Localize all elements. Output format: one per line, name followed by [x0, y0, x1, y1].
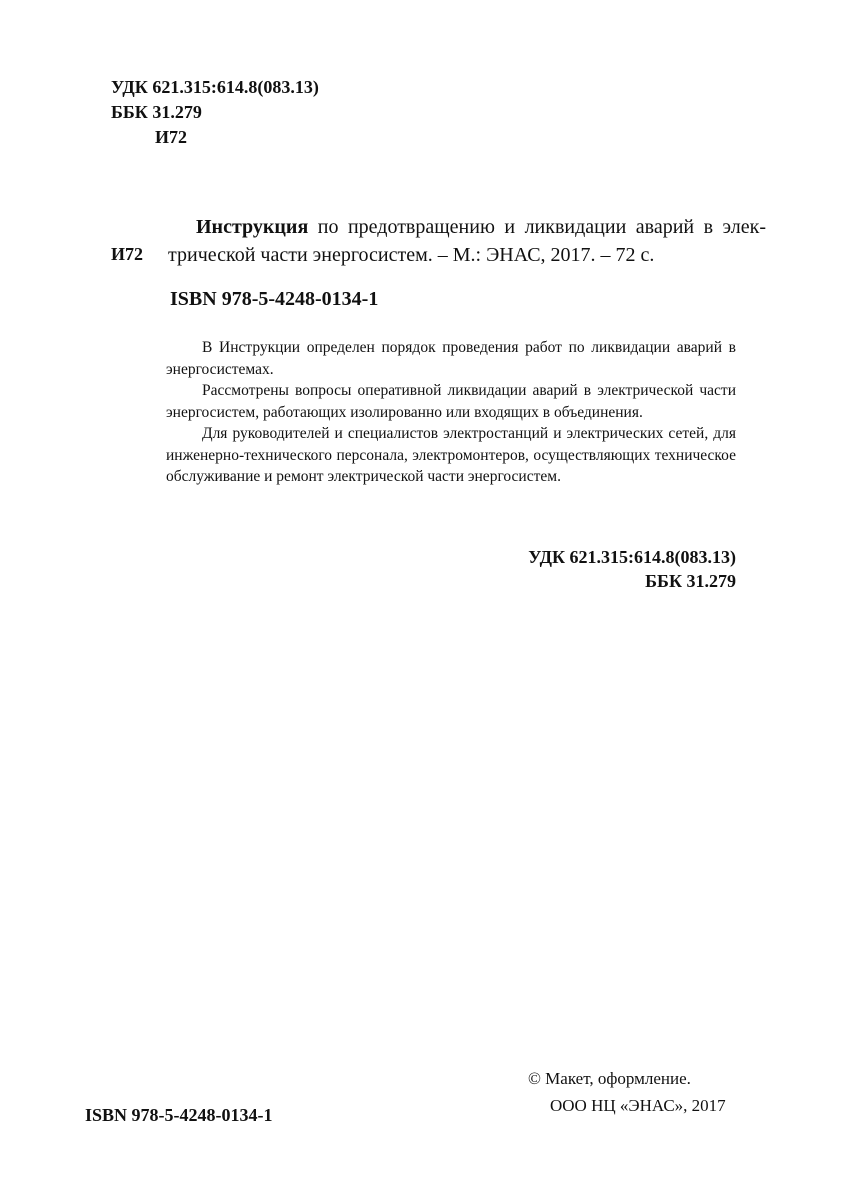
header-author-code: И72	[155, 127, 188, 147]
classification-bbk: ББК 31.279	[645, 571, 736, 591]
copyright-notice	[528, 1065, 726, 1119]
isbn-bottom: ISBN 978-5-4248-0134-1	[85, 1105, 273, 1125]
abstract	[166, 337, 736, 488]
biblio-author-code: И72	[111, 244, 144, 264]
biblio-line-1	[168, 213, 766, 241]
abstract-paragraph: Для руководителей и специалистов электростанций и электрических сетей, для инженерно-технического персонала, электромонтеров, осуществляющих техническое обслуживание и ремонт электрической части энергосистем.	[166, 425, 736, 485]
abstract-paragraph: Рассмотрены вопросы оперативной ликвидации аварий в электрической части энергосистем, работающих изолированно или входящих в объединения.	[166, 382, 736, 421]
header-bbk: ББК 31.279	[111, 102, 202, 122]
abstract-paragraph: В Инструкции определен порядок проведения работ по ликвидации аварий в энергосистемах.	[166, 339, 736, 378]
classification-udk: УДК 621.315:614.8(083.13)	[528, 547, 736, 567]
biblio-title: Инструкция	[196, 216, 309, 238]
copyright-line-2: ООО НЦ «ЭНАС», 2017	[550, 1096, 726, 1115]
biblio-line-1-rest: по предотвращению и ликвидации аварий в элек-	[308, 216, 766, 238]
classification-block	[528, 545, 736, 593]
header-udk: УДК 621.315:614.8(083.13)	[111, 77, 319, 97]
biblio-line-2: трической части энергосистем. – М.: ЭНАС, 2017. – 72 с.	[168, 244, 655, 266]
isbn-main: ISBN 978-5-4248-0134-1	[170, 288, 379, 310]
bibliographic-record	[168, 213, 766, 269]
copyright-line-1: © Макет, оформление.	[528, 1069, 691, 1088]
